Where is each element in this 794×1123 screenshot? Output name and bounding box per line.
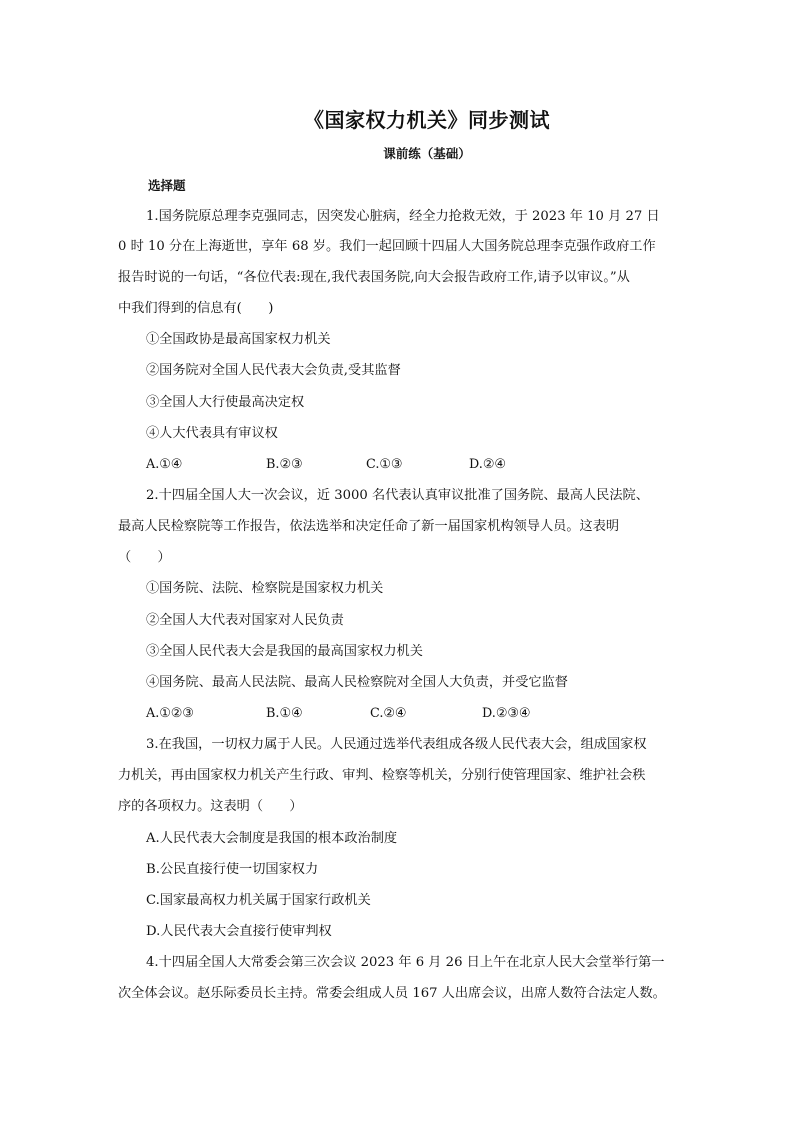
question-1-line-1: 1.国务院原总理李克强同志，因突发心脏病，经全力抢救无效，于 2023 年 10 月 27 日 [146, 209, 660, 224]
question-3-option-c: C.国家最高权力机关属于国家行政机关 [146, 893, 371, 908]
question-1-option-d: D.②④ [469, 457, 506, 472]
question-4-line-2: 次全体会议。赵乐际委员长主持。常委会组成人员 167 人出席会议，出席人数符合法定人数。 [118, 986, 666, 1001]
question-3-option-a: A.人民代表大会制度是我国的根本政治制度 [146, 831, 398, 846]
question-4-line-1: 4.十四届全国人大常委会第三次会议 2023 年 6 月 26 日上午在北京人民大会堂举行第一 [146, 955, 665, 970]
question-2-option-c: C.②④ [370, 706, 407, 721]
question-1-option-a: A.①④ [146, 457, 183, 472]
question-1-statement-3: ③全国人大行使最高决定权 [146, 395, 305, 410]
question-2-option-d: D.②③④ [482, 706, 531, 721]
question-3-line-3: 序的各项权力。这表明（ ） [118, 799, 303, 814]
question-2-line-2: 最高人民检察院等工作报告，依法选举和决定任命了新一届国家机构领导人员。这表明 [118, 519, 620, 534]
question-1-statement-4: ④人大代表具有审议权 [146, 426, 278, 441]
document-title: 《国家权力机关》同步测试 [304, 108, 550, 132]
question-2-statement-4: ④国务院、最高人民法院、最高人民检察院对全国人大负责，并受它监督 [146, 675, 568, 690]
question-1-statement-1: ①全国政协是最高国家权力机关 [146, 332, 331, 347]
question-2-statement-2: ②全国人大代表对国家对人民负责 [146, 613, 344, 628]
question-1-line-3: 报告时说的一句话，“各位代表:现在,我代表国务院,向大会报告政府工作,请予以审议。”从 [118, 270, 630, 285]
question-3-line-2: 力机关，再由国家权力机关产生行政、审判、检察等机关，分别行使管理国家、维护社会秩 [118, 768, 646, 783]
question-3-line-1: 3.在我国，一切权力属于人民。人民通过选举代表组成各级人民代表大会，组成国家权 [146, 737, 647, 752]
question-2-line-1: 2.十四届全国人大一次会议，近 3000 名代表认真审议批准了国务院、最高人民法院、 [146, 488, 649, 503]
document-subtitle: 课前练（基础） [383, 146, 471, 161]
question-3-option-d: D.人民代表大会直接行使审判权 [146, 924, 332, 939]
section-heading: 选择题 [148, 178, 186, 193]
question-1-option-b: B.②③ [266, 457, 303, 472]
question-2-line-3: （ ） [118, 550, 171, 565]
question-3-option-b: B.公民直接行使一切国家权力 [146, 862, 319, 877]
question-2-option-a: A.①②③ [146, 706, 194, 721]
question-1-statement-2: ②国务院对全国人民代表大会负责,受其监督 [146, 363, 401, 378]
question-1-option-c: C.①③ [366, 457, 403, 472]
question-2-statement-1: ①国务院、法院、检察院是国家权力机关 [146, 581, 384, 596]
question-2-statement-3: ③全国人民代表大会是我国的最高国家权力机关 [146, 644, 423, 659]
question-2-option-b: B.①④ [266, 706, 303, 721]
question-1-line-4: 中我们得到的信息有( ) [118, 301, 274, 316]
question-1-line-2: 0 时 10 分在上海逝世，享年 68 岁。我们一起回顾十四届人大国务院总理李克强作政府工作 [118, 239, 656, 254]
